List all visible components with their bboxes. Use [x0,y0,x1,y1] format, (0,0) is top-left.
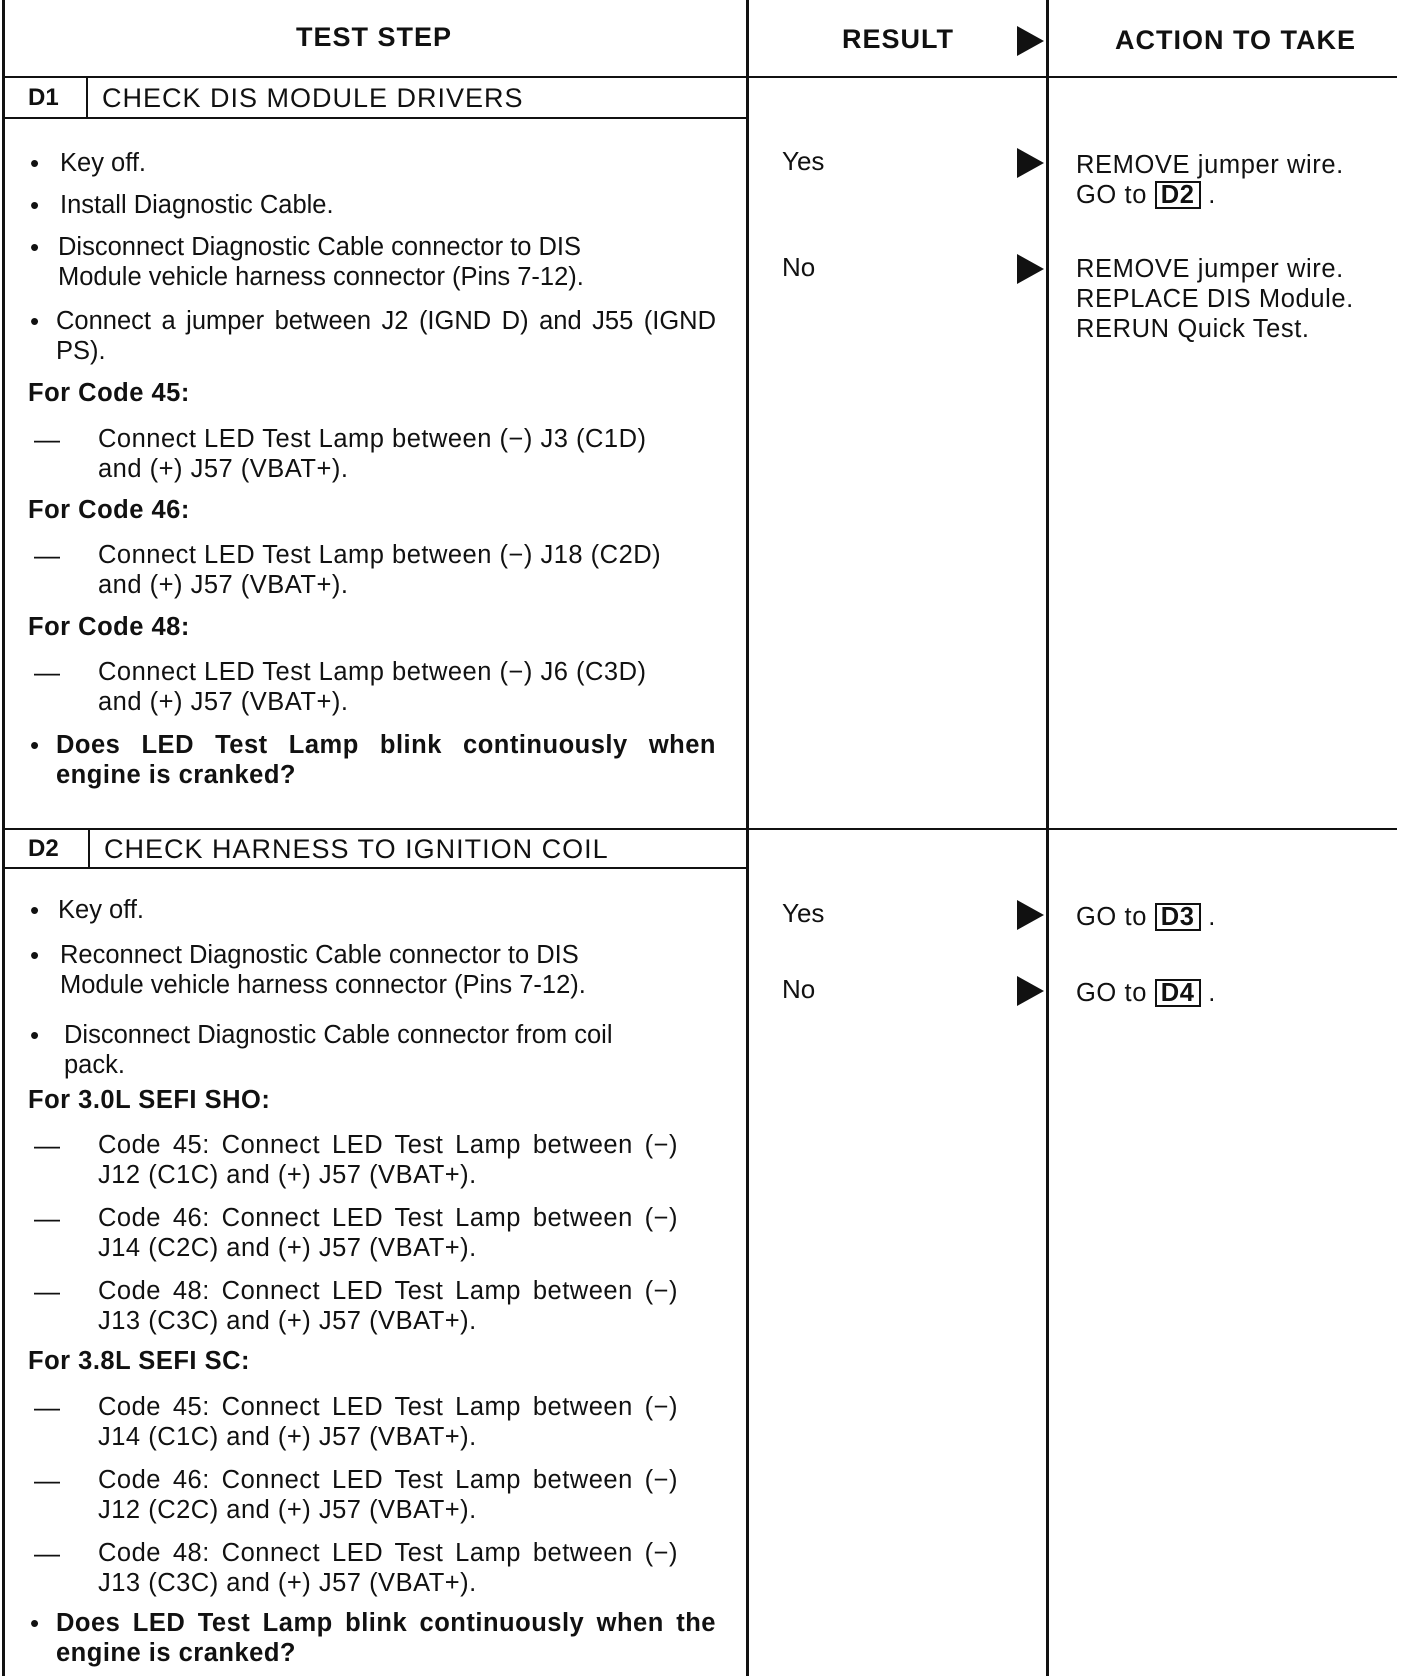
d2-sho-heading: For 3.0L SEFI SHO: [28,1086,271,1114]
d1-step-id: D1 [28,84,59,111]
dash-icon: — [34,1392,60,1422]
d1-id-divider [86,78,88,117]
header-action: ACTION TO TAKE [1115,25,1356,55]
dash-icon: — [34,657,60,687]
d1-result-yes: Yes [782,146,825,176]
d1-no-arrow-icon [1017,254,1044,284]
bullet-icon: • [30,940,40,970]
d2-step-id: D2 [28,835,59,862]
d2-id-divider [88,830,90,867]
bullet-icon: • [30,730,40,760]
d2-sho-item-1: Code 45: Connect LED Test Lamp between (−) J12 (C1C) and (+) J57 (VBAT+). [98,1131,678,1189]
d2-step-title: CHECK HARNESS TO IGNITION COIL [104,834,609,864]
column-divider-result [1046,0,1049,1676]
header-divider [2,76,1397,78]
bullet-icon: • [30,190,40,220]
d4-reference-box[interactable]: D4 [1155,979,1201,1007]
d2-result-no: No [782,974,816,1004]
d2-yes-action: GO to D3 . [1076,903,1216,931]
bullet-icon: • [30,148,40,178]
dash-icon: — [34,1276,60,1306]
bullet-icon: • [30,232,40,262]
d1-code46-heading: For Code 46: [28,496,190,524]
d2-reference-box[interactable]: D2 [1155,181,1201,209]
d2-result-yes: Yes [782,898,825,928]
column-divider-test-step [746,0,749,1676]
bullet-icon: • [30,895,40,925]
d2-no-arrow-icon [1017,976,1044,1006]
d2-sc-item-1: Code 45: Connect LED Test Lamp between (−) J14 (C1C) and (+) J57 (VBAT+). [98,1393,678,1451]
dash-icon: — [34,540,60,570]
d2-title-divider [2,867,748,869]
d3-reference-box[interactable]: D3 [1155,903,1201,931]
d1-yes-arrow-icon [1017,148,1044,178]
d1-yes-action: REMOVE jumper wire. GO to D2 . [1076,151,1344,209]
d1-title-divider [2,117,748,119]
header-test-step: TEST STEP [296,22,453,52]
dash-icon: — [34,1538,60,1568]
d1-code48-heading: For Code 48: [28,613,190,641]
d1-result-no: No [782,252,816,282]
header-arrow-icon [1017,26,1044,56]
d2-no-action: GO to D4 . [1076,979,1216,1007]
dash-icon: — [34,1465,60,1495]
dash-icon: — [34,424,60,454]
d1-code45-text: Connect LED Test Lamp between (−) J3 (C1D) and (+) J57 (VBAT+). [98,425,647,483]
d1-code48-text: Connect LED Test Lamp between (−) J6 (C3D) and (+) J57 (VBAT+). [98,658,647,716]
d2-section-divider [2,828,1397,830]
d1-step-title: CHECK DIS MODULE DRIVERS [102,83,524,113]
d2-sc-heading: For 3.8L SEFI SC: [28,1347,250,1375]
d1-code46-text: Connect LED Test Lamp between (−) J18 (C2D) and (+) J57 (VBAT+). [98,541,662,599]
d2-sc-item-2: Code 46: Connect LED Test Lamp between (−) J12 (C2C) and (+) J57 (VBAT+). [98,1466,678,1524]
d2-sho-item-2: Code 46: Connect LED Test Lamp between (−) J14 (C2C) and (+) J57 (VBAT+). [98,1204,678,1262]
d1-code45-heading: For Code 45: [28,379,190,407]
d2-sho-item-3: Code 48: Connect LED Test Lamp between (−) J13 (C3C) and (+) J57 (VBAT+). [98,1277,678,1335]
d2-sc-item-3: Code 48: Connect LED Test Lamp between (−) J13 (C3C) and (+) J57 (VBAT+). [98,1539,678,1597]
bullet-icon: • [30,306,40,336]
bullet-icon: • [30,1020,40,1050]
table-left-border [2,0,5,1676]
header-result: RESULT [842,24,954,54]
bullet-icon: • [30,1608,40,1638]
d2-yes-arrow-icon [1017,900,1044,930]
dash-icon: — [34,1130,60,1160]
d1-no-action: REMOVE jumper wire. REPLACE DIS Module. RERUN Quick Test. [1076,255,1354,343]
dash-icon: — [34,1203,60,1233]
